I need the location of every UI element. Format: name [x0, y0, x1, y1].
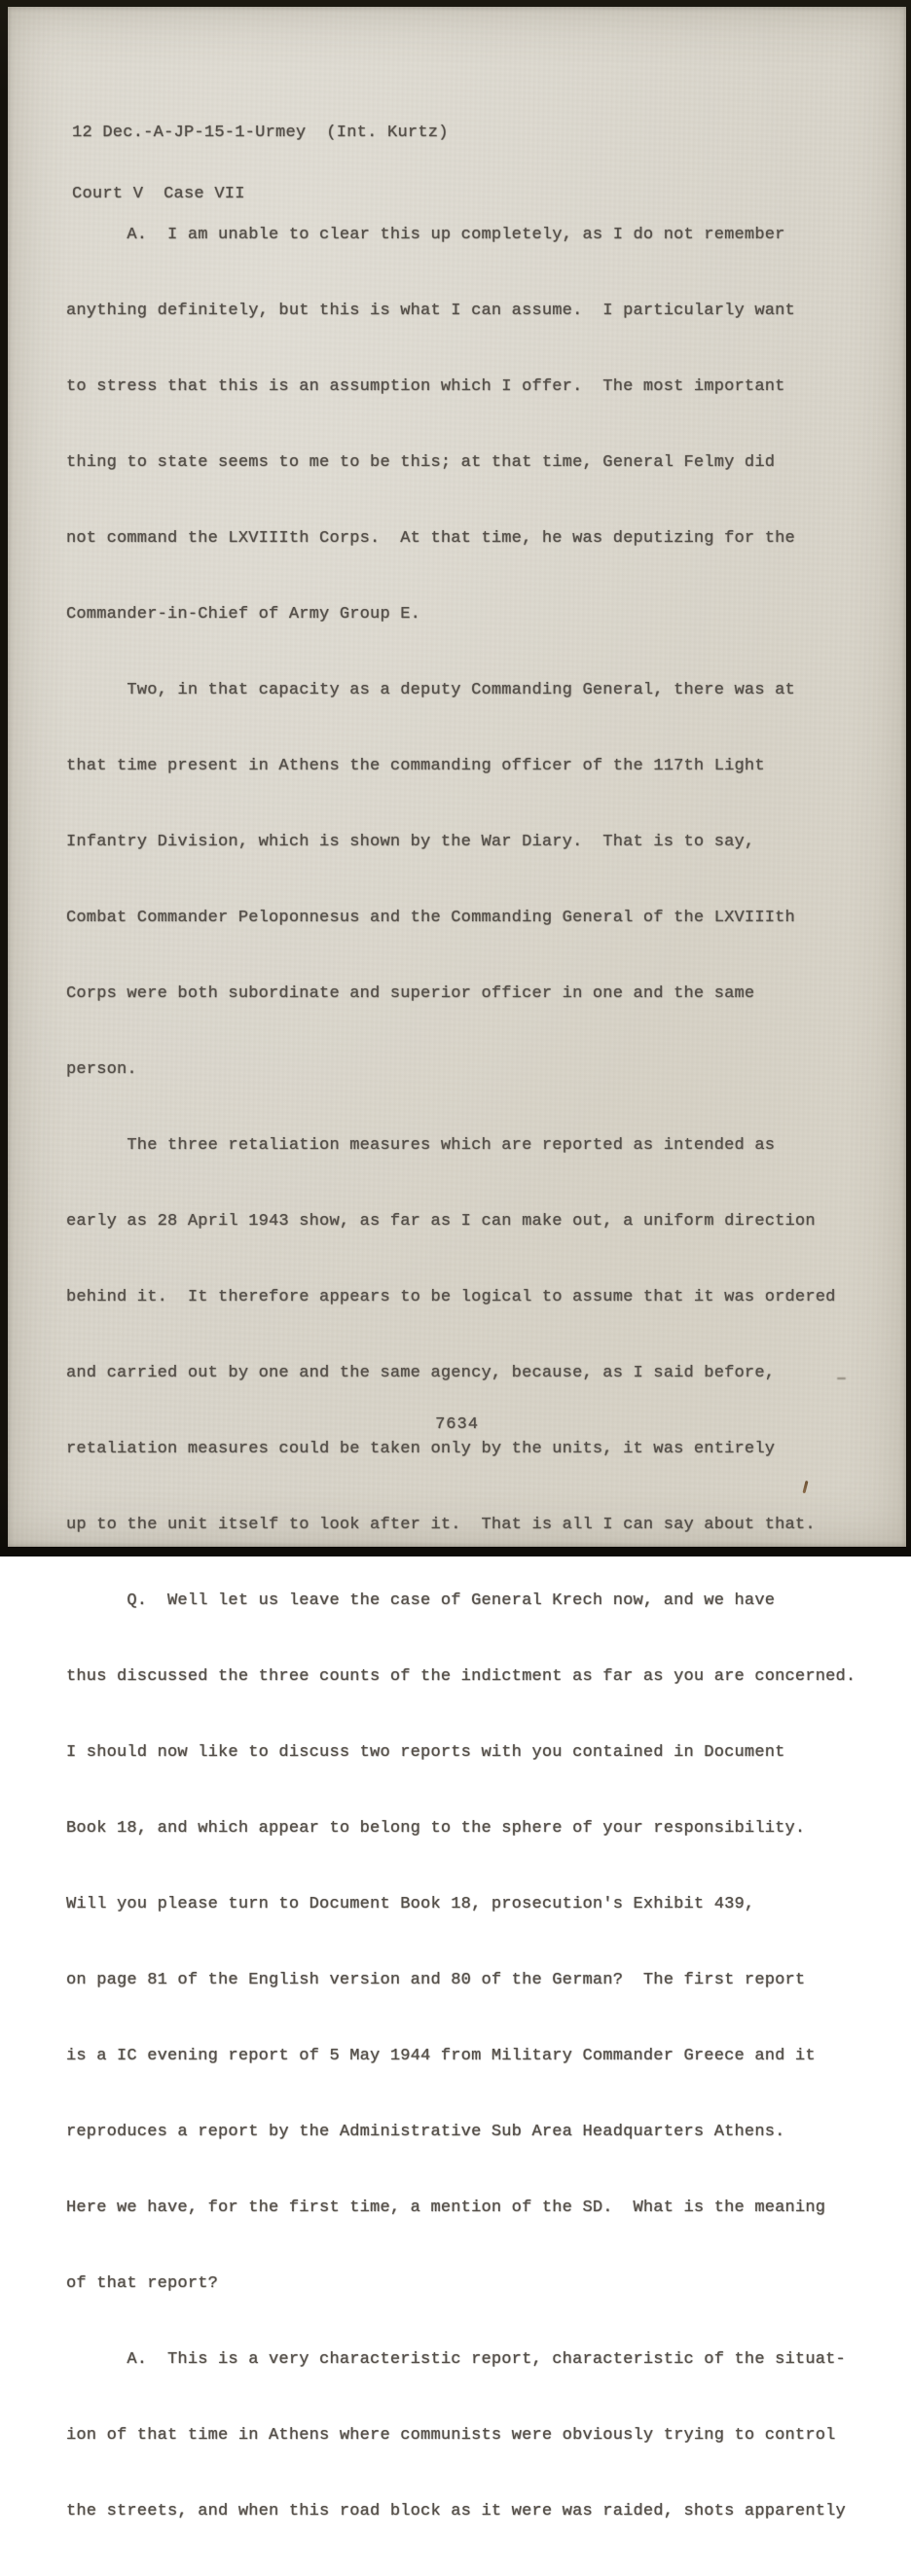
text-line: The three retaliation measures which are reported as intended as	[66, 1136, 776, 1155]
text-line: A. This is a very characteristic report, characteristic of the situat-	[66, 2350, 846, 2369]
document-page	[8, 7, 906, 2521]
text-line: behind it. It therefore appears to be logical to assume that it was ordered	[66, 1288, 836, 1306]
text-line: thus discussed the three counts of the indictment as far as you are concerned.	[66, 1667, 856, 1686]
text-line: person.	[66, 1060, 137, 1079]
text-line: Commander-in-Chief of Army Group E.	[66, 605, 421, 624]
transcript-body	[66, 187, 903, 2576]
text-line: Q. Well let us leave the case of General Krech now, and we have	[66, 1592, 776, 1610]
text-line: that time present in Athens the commanding officer of the 117th Light	[66, 757, 765, 775]
paper-speck	[837, 1377, 846, 1379]
header-court-case-line: Court V Case VII	[72, 185, 245, 203]
text-line: early as 28 April 1943 show, as far as I can make out, a uniform direction	[66, 1212, 816, 1231]
text-line: ion of that time in Athens where communists were obviously trying to control	[66, 2426, 836, 2445]
text-line: reproduces a report by the Administrative Sub Area Headquarters Athens.	[66, 2123, 785, 2141]
text-line: up to the unit itself to look after it. That is all I can say about that.	[66, 1516, 816, 1534]
text-line: anything definitely, but this is what I can assume. I particularly want	[66, 302, 795, 320]
text-line: Infantry Division, which is shown by the War Diary. That is to say,	[66, 833, 755, 851]
text-line: not command the LXVIIIth Corps. At that time, he was deputizing for the	[66, 529, 795, 548]
text-line: retaliation measures could be taken only by the units, it was entirely	[66, 1440, 776, 1458]
text-line: Will you please turn to Document Book 18, prosecution's Exhibit 439,	[66, 1895, 755, 1914]
text-line: Book 18, and which appear to belong to the sphere of your responsibility.	[66, 1819, 806, 1838]
text-line: Combat Commander Peloponnesus and the Commanding General of the LXVIIIth	[66, 909, 795, 927]
text-line: Corps were both subordinate and superior officer in one and the same	[66, 984, 755, 1003]
text-line: the streets, and when this road block as it were was raided, shots apparently	[66, 2502, 846, 2521]
text-line: of that report?	[66, 2274, 219, 2293]
text-line: A. I am unable to clear this up completely, as I do not remember	[66, 226, 785, 244]
text-line: to stress that this is an assumption which I offer. The most important	[66, 377, 785, 396]
text-line: and carried out by one and the same agency, because, as I said before,	[66, 1364, 776, 1382]
header-reference-line: 12 Dec.-A-JP-15-1-Urmey (Int. Kurtz)	[72, 124, 449, 142]
text-line: thing to state seems to me to be this; at that time, General Felmy did	[66, 453, 776, 472]
text-line: I should now like to discuss two reports with you contained in Document	[66, 1743, 785, 1762]
text-line: Here we have, for the first time, a mention of the SD. What is the meaning	[66, 2199, 826, 2217]
text-line: Two, in that capacity as a deputy Commanding General, there was at	[66, 681, 795, 699]
text-line: is a IC evening report of 5 May 1944 from Military Commander Greece and it	[66, 2047, 816, 2065]
page-number: 7634	[435, 1415, 479, 1434]
text-line: on page 81 of the English version and 80 of the German? The first report	[66, 1971, 806, 1989]
